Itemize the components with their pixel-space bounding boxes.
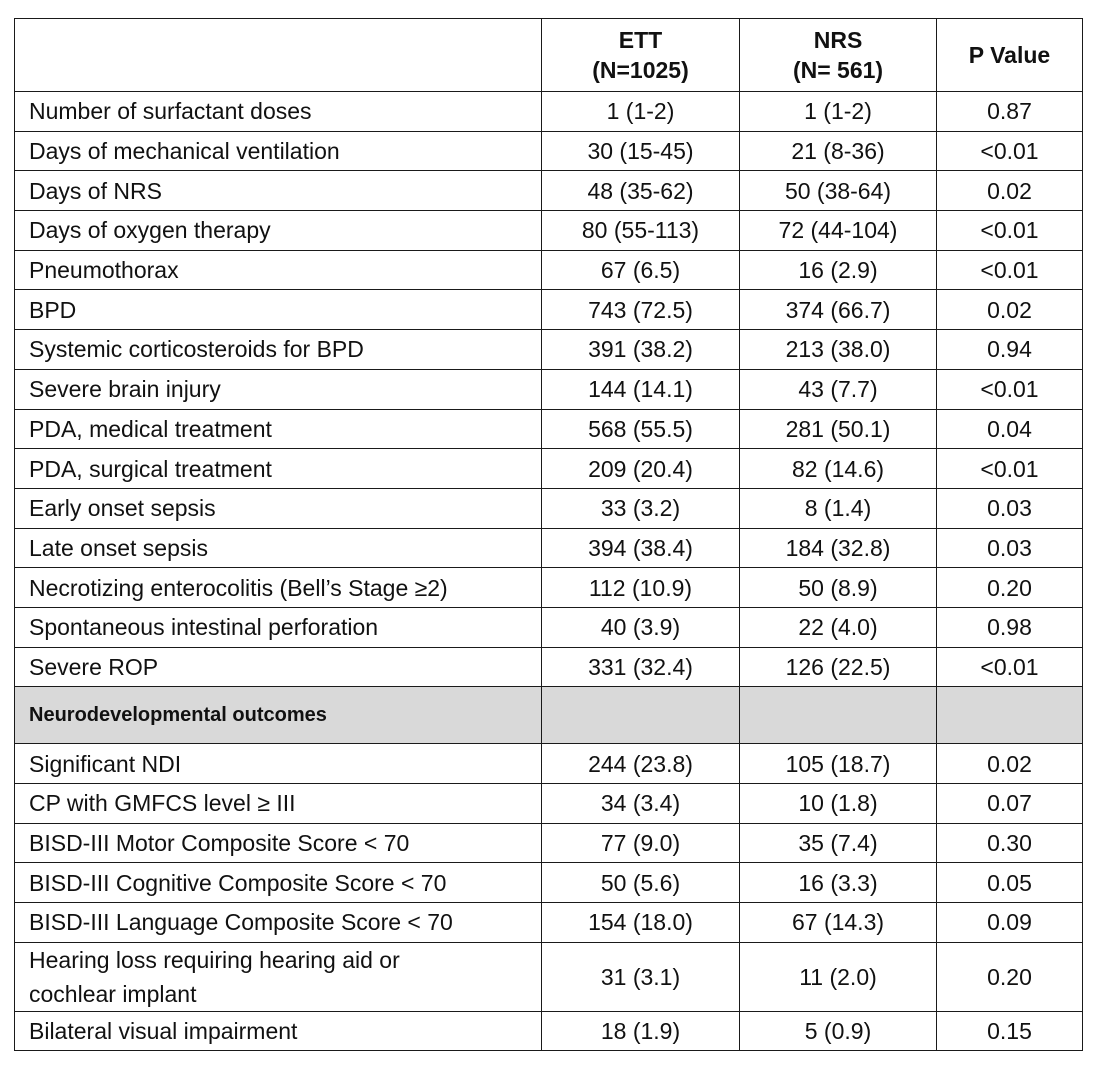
row-label: Days of oxygen therapy (15, 211, 542, 251)
table-row (15, 903, 1083, 943)
p-value: 0.20 (937, 942, 1083, 1011)
p-value: <0.01 (937, 369, 1083, 409)
p-value: <0.01 (937, 449, 1083, 489)
header-ett-n: (N=1025) (592, 57, 689, 83)
table-row (15, 1011, 1083, 1051)
header-nrs-name: NRS (813, 27, 863, 53)
section-empty-cell (937, 687, 1083, 744)
nrs-value: 16 (3.3) (740, 863, 937, 903)
ett-value: 244 (23.8) (542, 744, 740, 784)
ett-value: 50 (5.6) (542, 863, 740, 903)
table-row (15, 488, 1083, 528)
p-value: 0.30 (937, 823, 1083, 863)
p-value: 0.87 (937, 92, 1083, 132)
nrs-value: 11 (2.0) (740, 942, 937, 1011)
table-row (15, 409, 1083, 449)
p-value: <0.01 (937, 250, 1083, 290)
row-label: Spontaneous intestinal perforation (15, 607, 542, 647)
ett-value: 112 (10.9) (542, 568, 740, 608)
nrs-value: 16 (2.9) (740, 250, 937, 290)
table-row (15, 647, 1083, 687)
header-row (15, 19, 1083, 92)
ett-value: 34 (3.4) (542, 784, 740, 824)
ett-value: 209 (20.4) (542, 449, 740, 489)
row-label: Days of NRS (15, 171, 542, 211)
row-label: PDA, medical treatment (15, 409, 542, 449)
table-row (15, 607, 1083, 647)
ett-value: 18 (1.9) (542, 1011, 740, 1051)
nrs-value: 21 (8-36) (740, 131, 937, 171)
row-label: Number of surfactant doses (15, 92, 542, 132)
nrs-value: 126 (22.5) (740, 647, 937, 687)
table-row (15, 528, 1083, 568)
table-row (15, 92, 1083, 132)
outcomes-table (14, 18, 1083, 1051)
table-row (15, 449, 1083, 489)
nrs-value: 43 (7.7) (740, 369, 937, 409)
p-value: 0.09 (937, 903, 1083, 943)
ett-value: 568 (55.5) (542, 409, 740, 449)
nrs-value: 50 (38-64) (740, 171, 937, 211)
nrs-value: 22 (4.0) (740, 607, 937, 647)
ett-value: 33 (3.2) (542, 488, 740, 528)
nrs-value: 72 (44-104) (740, 211, 937, 251)
table-row (15, 784, 1083, 824)
p-value: <0.01 (937, 647, 1083, 687)
row-label: Necrotizing enterocolitis (Bell’s Stage ≥2) (15, 568, 542, 608)
p-value: <0.01 (937, 211, 1083, 251)
p-value: 0.04 (937, 409, 1083, 449)
nrs-value: 374 (66.7) (740, 290, 937, 330)
row-label (15, 942, 542, 1011)
p-value: 0.02 (937, 290, 1083, 330)
nrs-value: 10 (1.8) (740, 784, 937, 824)
ett-value: 743 (72.5) (542, 290, 740, 330)
section-title: Neurodevelopmental outcomes (15, 687, 542, 744)
row-label: BISD-III Cognitive Composite Score < 70 (15, 863, 542, 903)
ett-value: 40 (3.9) (542, 607, 740, 647)
ett-value: 144 (14.1) (542, 369, 740, 409)
nrs-value: 184 (32.8) (740, 528, 937, 568)
p-value: <0.01 (937, 131, 1083, 171)
nrs-value: 281 (50.1) (740, 409, 937, 449)
table-row (15, 568, 1083, 608)
row-label: Systemic corticosteroids for BPD (15, 330, 542, 370)
row-label: Pneumothorax (15, 250, 542, 290)
row-label: Severe brain injury (15, 369, 542, 409)
header-nrs-n: (N= 561) (792, 57, 884, 83)
table-row (15, 211, 1083, 251)
table-row (15, 369, 1083, 409)
nrs-value: 1 (1-2) (740, 92, 937, 132)
ett-value: 77 (9.0) (542, 823, 740, 863)
header-blank-cell (15, 19, 542, 92)
ett-value: 67 (6.5) (542, 250, 740, 290)
row-label: CP with GMFCS level ≥ III (15, 784, 542, 824)
ett-value: 391 (38.2) (542, 330, 740, 370)
p-value: 0.07 (937, 784, 1083, 824)
table-row (15, 863, 1083, 903)
p-value: 0.03 (937, 528, 1083, 568)
row-label: Late onset sepsis (15, 528, 542, 568)
ett-value: 331 (32.4) (542, 647, 740, 687)
section-empty-cell (542, 687, 740, 744)
p-value: 0.94 (937, 330, 1083, 370)
table-row (15, 131, 1083, 171)
row-label: Bilateral visual impairment (15, 1011, 542, 1051)
table-row (15, 290, 1083, 330)
row-label: Significant NDI (15, 744, 542, 784)
row-label: BISD-III Motor Composite Score < 70 (15, 823, 542, 863)
nrs-value: 213 (38.0) (740, 330, 937, 370)
ett-value: 31 (3.1) (542, 942, 740, 1011)
ett-value: 48 (35-62) (542, 171, 740, 211)
row-label: Severe ROP (15, 647, 542, 687)
section-row (15, 687, 1083, 744)
section-empty-cell (740, 687, 937, 744)
nrs-value: 5 (0.9) (740, 1011, 937, 1051)
table-row (15, 744, 1083, 784)
nrs-value: 67 (14.3) (740, 903, 937, 943)
ett-value: 154 (18.0) (542, 903, 740, 943)
p-value: 0.20 (937, 568, 1083, 608)
nrs-value: 50 (8.9) (740, 568, 937, 608)
ett-value: 1 (1-2) (542, 92, 740, 132)
table-row (15, 942, 1083, 1011)
table-row (15, 171, 1083, 211)
p-value: 0.15 (937, 1011, 1083, 1051)
nrs-value: 35 (7.4) (740, 823, 937, 863)
p-value: 0.02 (937, 171, 1083, 211)
p-value: 0.05 (937, 863, 1083, 903)
ett-value: 80 (55-113) (542, 211, 740, 251)
p-value: 0.03 (937, 488, 1083, 528)
p-value: 0.98 (937, 607, 1083, 647)
ett-value: 30 (15-45) (542, 131, 740, 171)
row-label: Days of mechanical ventilation (15, 131, 542, 171)
table-row (15, 823, 1083, 863)
header-nrs (740, 19, 937, 92)
table-row (15, 250, 1083, 290)
nrs-value: 82 (14.6) (740, 449, 937, 489)
row-label-line: Hearing loss requiring hearing aid or (29, 946, 400, 973)
row-label: BISD-III Language Composite Score < 70 (15, 903, 542, 943)
row-label: BPD (15, 290, 542, 330)
row-label-line: cochlear implant (29, 980, 197, 1007)
table-row (15, 330, 1083, 370)
header-p-value: P Value (937, 19, 1083, 92)
ett-value: 394 (38.4) (542, 528, 740, 568)
row-label: Early onset sepsis (15, 488, 542, 528)
nrs-value: 8 (1.4) (740, 488, 937, 528)
header-ett-name: ETT (618, 27, 663, 53)
header-ett (542, 19, 740, 92)
nrs-value: 105 (18.7) (740, 744, 937, 784)
row-label: PDA, surgical treatment (15, 449, 542, 489)
p-value: 0.02 (937, 744, 1083, 784)
